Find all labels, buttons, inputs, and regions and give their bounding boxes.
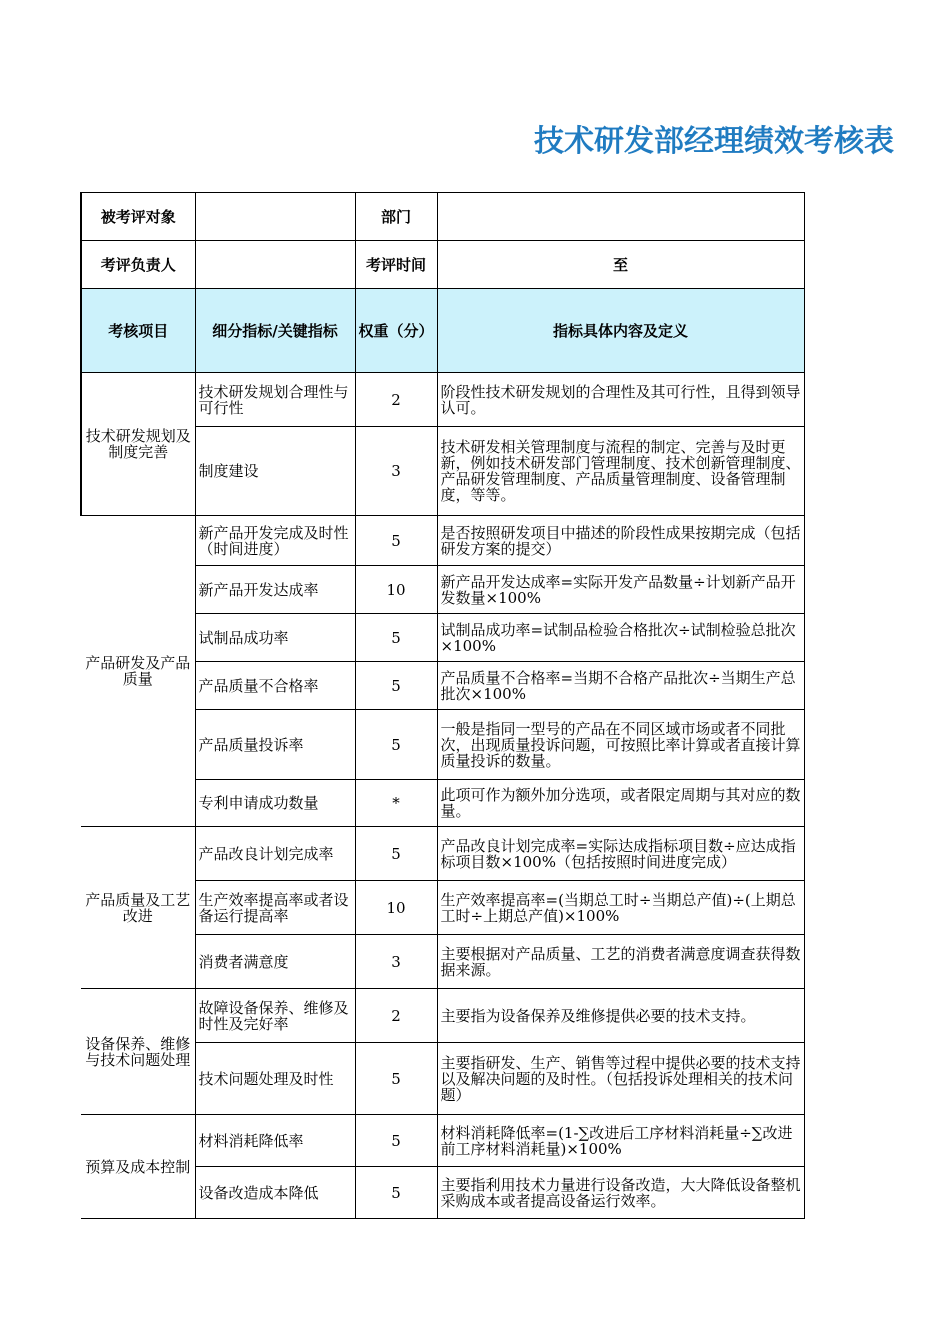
definition-cell: 生产效率提高率=(当期总工时÷当期总产值)÷(上期总工时÷上期总产值)×100%	[437, 881, 804, 935]
definition-cell: 材料消耗降低率=(1-∑改进后工序材料消耗量÷∑改进前工序材料消耗量)×100%	[437, 1115, 804, 1167]
weight-cell: 2	[355, 989, 437, 1043]
assessor-label: 考评负责人	[81, 241, 195, 289]
definition-cell: 技术研发相关管理制度与流程的制定、完善与及时更新，例如技术研发部门管理制度、技术创新管理制度、产品研发管理制度、产品质量管理制度、设备管理制度，等等。	[437, 427, 804, 516]
indicator-cell: 试制品成功率	[195, 614, 355, 662]
subject-label: 被考评对象	[81, 193, 195, 241]
weight-cell: 5	[355, 710, 437, 780]
indicator-cell: 新产品开发完成及时性（时间进度）	[195, 516, 355, 566]
time-value-cell[interactable]: 至	[437, 241, 804, 289]
definition-cell: 主要指利用技术力量进行设备改造，大大降低设备整机采购成本或者提高设备运行效率。	[437, 1167, 804, 1219]
indicator-cell: 技术问题处理及时性	[195, 1043, 355, 1115]
definition-cell: 产品改良计划完成率=实际达成指标项目数÷应达成指标项目数×100%（包括按照时间进度完成）	[437, 827, 804, 881]
weight-cell: 5	[355, 827, 437, 881]
weight-cell: 10	[355, 566, 437, 614]
indicator-cell: 产品改良计划完成率	[195, 827, 355, 881]
dept-label: 部门	[355, 193, 437, 241]
definition-cell: 试制品成功率=试制品检验合格批次÷试制检验总批次×100%	[437, 614, 804, 662]
weight-cell: 10	[355, 881, 437, 935]
weight-cell: 2	[355, 373, 437, 427]
dept-value-cell[interactable]	[437, 193, 804, 241]
definition-cell: 主要根据对产品质量、工艺的消费者满意度调查获得数据来源。	[437, 935, 804, 989]
assessor-value-cell[interactable]	[195, 241, 355, 289]
column-header-indicator: 细分指标/关键指标	[195, 289, 355, 373]
subject-value-cell[interactable]	[195, 193, 355, 241]
indicator-cell: 产品质量投诉率	[195, 710, 355, 780]
indicator-cell: 新产品开发达成率	[195, 566, 355, 614]
definition-cell: 是否按照研发项目中描述的阶段性成果按期完成（包括研发方案的提交）	[437, 516, 804, 566]
weight-cell: *	[355, 780, 437, 827]
time-label: 考评时间	[355, 241, 437, 289]
weight-cell: 3	[355, 935, 437, 989]
indicator-cell: 专利申请成功数量	[195, 780, 355, 827]
definition-cell: 主要指为设备保养及维修提供必要的技术支持。	[437, 989, 804, 1043]
column-header-definition: 指标具体内容及定义	[437, 289, 804, 373]
column-header-category: 考核项目	[81, 289, 195, 373]
definition-cell: 主要指研发、生产、销售等过程中提供必要的技术支持以及解决问题的及时性。（包括投诉处理相关的技术问题）	[437, 1043, 804, 1115]
page-title: 技术研发部经理绩效考核表	[534, 124, 894, 159]
weight-cell: 5	[355, 662, 437, 710]
category-cell: 产品质量及工艺改进	[81, 827, 195, 989]
definition-cell: 产品质量不合格率=当期不合格产品批次÷当期生产总批次×100%	[437, 662, 804, 710]
category-cell: 产品研发及产品质量	[81, 516, 195, 827]
indicator-cell: 生产效率提高率或者设备运行提高率	[195, 881, 355, 935]
category-cell: 技术研发规划及制度完善	[81, 373, 195, 516]
weight-cell: 3	[355, 427, 437, 516]
indicator-cell: 设备改造成本降低	[195, 1167, 355, 1219]
definition-cell: 一般是指同一型号的产品在不同区域市场或者不同批次，出现质量投诉问题，可按照比率计算或者直接计算质量投诉的数量。	[437, 710, 804, 780]
weight-cell: 5	[355, 516, 437, 566]
indicator-cell: 制度建设	[195, 427, 355, 516]
weight-cell: 5	[355, 1115, 437, 1167]
assessment-table	[80, 192, 805, 1219]
indicator-cell: 故障设备保养、维修及时性及完好率	[195, 989, 355, 1043]
weight-cell: 5	[355, 1043, 437, 1115]
definition-cell: 阶段性技术研发规划的合理性及其可行性，且得到领导认可。	[437, 373, 804, 427]
weight-cell: 5	[355, 1167, 437, 1219]
category-cell: 预算及成本控制	[81, 1115, 195, 1219]
definition-cell: 此项可作为额外加分选项，或者限定周期与其对应的数量。	[437, 780, 804, 827]
category-cell: 设备保养、维修与技术问题处理	[81, 989, 195, 1115]
indicator-cell: 材料消耗降低率	[195, 1115, 355, 1167]
indicator-cell: 技术研发规划合理性与可行性	[195, 373, 355, 427]
definition-cell: 新产品开发达成率=实际开发产品数量÷计划新产品开发数量×100%	[437, 566, 804, 614]
indicator-cell: 消费者满意度	[195, 935, 355, 989]
weight-cell: 5	[355, 614, 437, 662]
column-header-weight: 权重（分）	[355, 289, 437, 373]
indicator-cell: 产品质量不合格率	[195, 662, 355, 710]
